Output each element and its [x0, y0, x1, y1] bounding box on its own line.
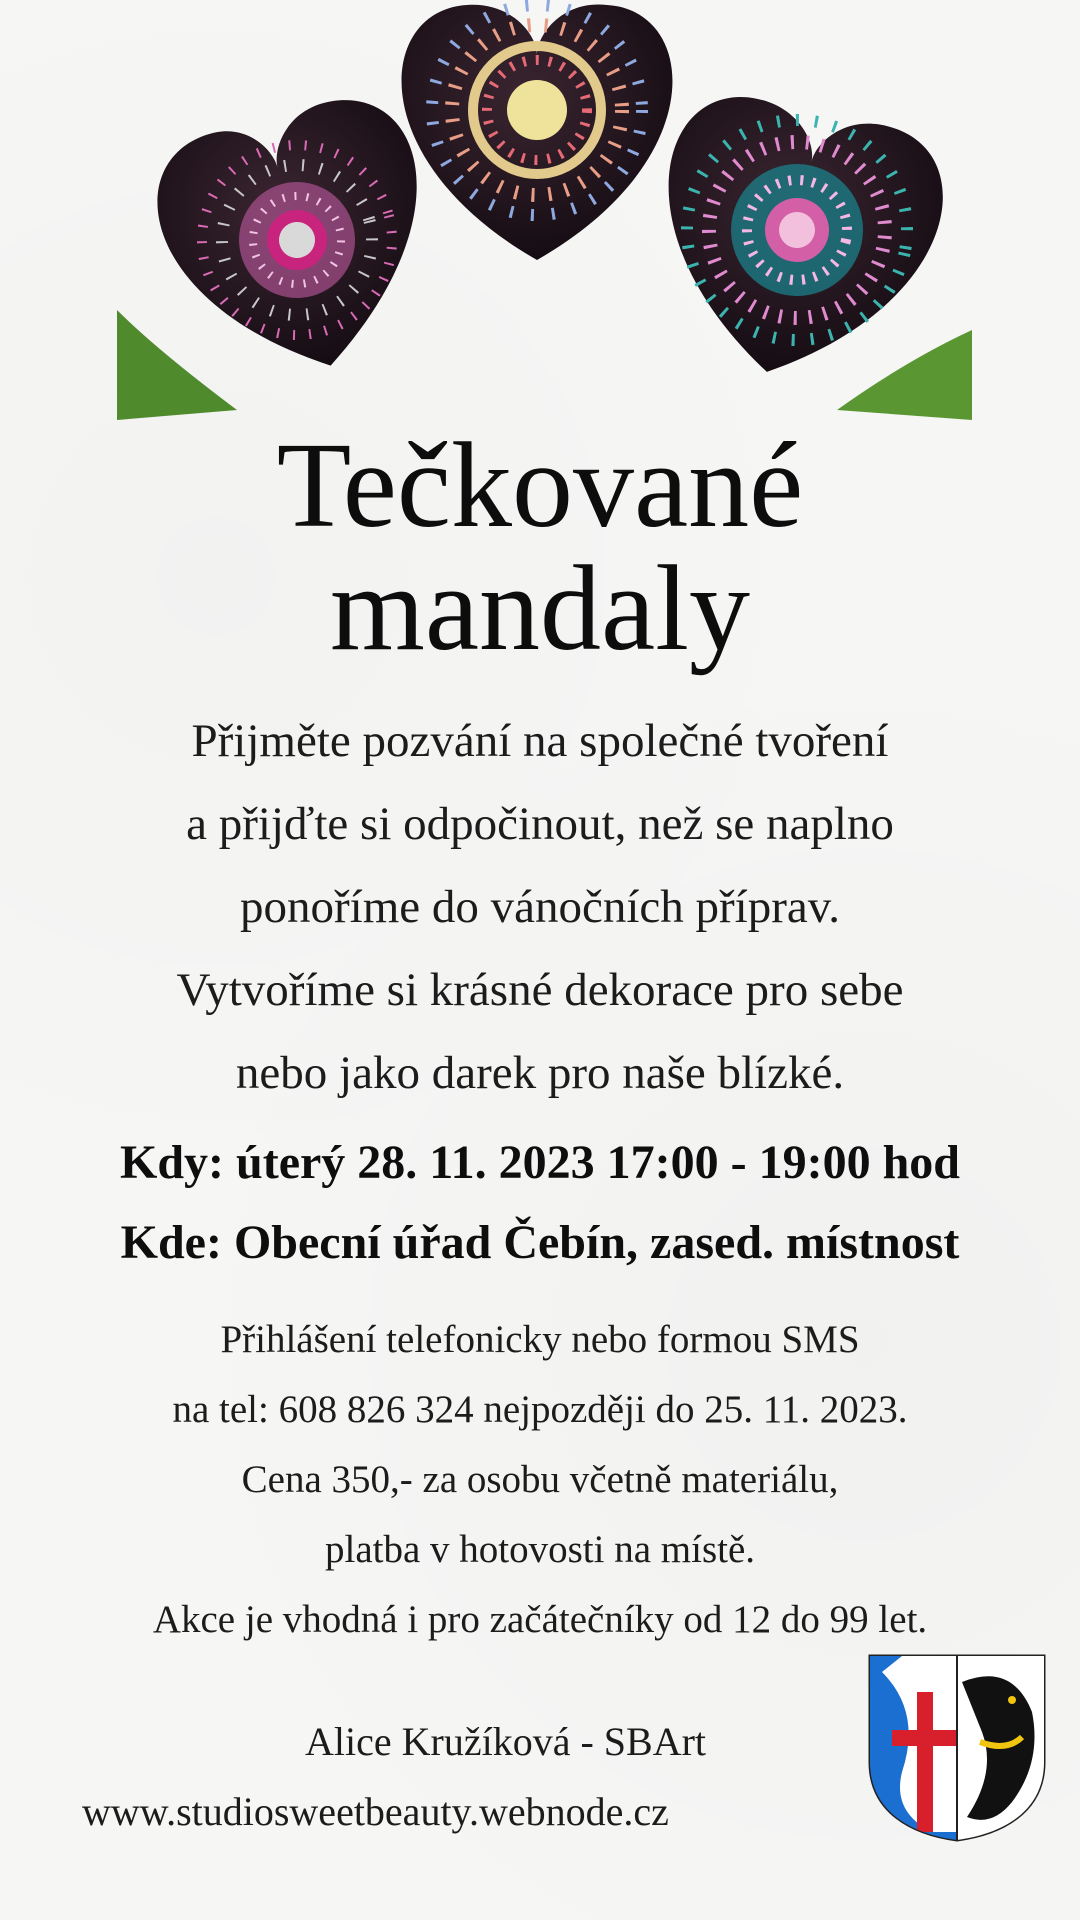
organizer-name: Alice Kružíková - SBArt — [305, 1719, 707, 1764]
mandala-stones-image — [117, 0, 972, 420]
intro-line: Vytvoříme si krásné dekorace pro sebe — [176, 964, 904, 1016]
coat-of-arms-icon — [862, 1652, 1052, 1842]
intro-line: nebo jako darek pro naše blízké. — [235, 1047, 845, 1099]
details-line: platba v hotovosti na místě. — [324, 1528, 756, 1571]
details-line: Cena 350,- za osobu včetně materiálu, — [241, 1458, 839, 1501]
details-line: na tel: 608 826 324 nejpozději do 25. 11. 2023. — [172, 1388, 908, 1431]
intro-line: a přijďte si odpočinout, než se naplno — [186, 798, 894, 850]
poster-title-line-1: Tečkované — [276, 418, 804, 553]
organizer-website: www.studiosweetbeauty.webnode.cz — [82, 1789, 669, 1834]
poster-title-line-2: mandaly — [329, 541, 751, 676]
intro-paragraph — [40, 700, 1040, 1115]
details-line: Přihlášení telefonicky nebo formou SMS — [220, 1318, 860, 1361]
intro-line: Přijměte pozvání na společné tvoření — [191, 715, 889, 767]
intro-line: ponoříme do vánočních příprav. — [240, 881, 840, 933]
leaf-left — [117, 310, 237, 420]
details-line: Akce je vhodná i pro začátečníky od 12 do 99 let. — [152, 1598, 928, 1641]
leaf-right — [837, 330, 972, 420]
registration-details — [20, 1305, 1060, 1655]
heart-stone-right — [632, 84, 957, 401]
event-location: Kde: Obecní úřad Čebín, zased. místnost — [120, 1216, 960, 1269]
heart-stone-middle — [402, 5, 673, 260]
event-date-time: Kdy: úterý 28. 11. 2023 17:00 - 19:00 hod — [120, 1136, 960, 1189]
